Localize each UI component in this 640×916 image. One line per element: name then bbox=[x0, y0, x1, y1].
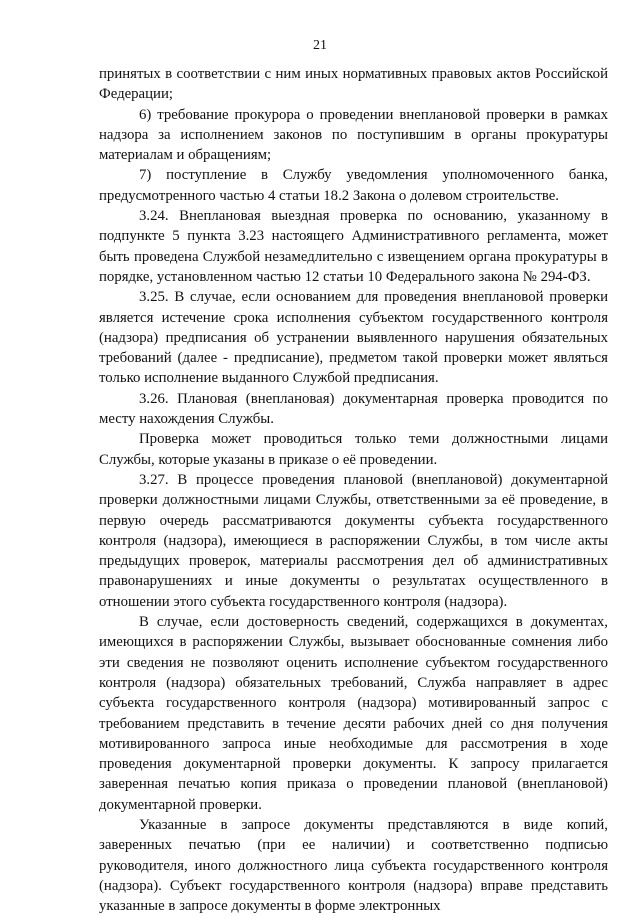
paragraph-3-26: 3.26. Плановая (внеплановая) документарная проверка проводится по месту нахождения Службы. bbox=[99, 390, 608, 428]
paragraph-3-25: 3.25. В случае, если основанием для проведения внеплановой проверки является истечение срока исполнения субъектом государственного контроля (надзора) предписания об устранении выявленного нарушения обязательных требований (далее - предписание), предметом такой проверки может являться только исполнение выданного Службой предписания. bbox=[99, 289, 608, 387]
paragraph-continuation: принятых в соответствии с ним иных нормативных правовых актов Российской Федерации; bbox=[99, 66, 608, 103]
paragraph-3-27-documents: Указанные в запросе документы представляются в виде копий, заверенных печатью (при ее наличии) и соответственно подписью руководителя, иного должностного лица субъекта государственного контроля (надзора). Субъект государственного контроля (надзора) вправе представить указанные в запросе документы в форме электронных bbox=[99, 816, 608, 915]
paragraph-3-27: 3.27. В процессе проведения плановой (внеплановой) документарной проверки должностными лицами Службы, ответственными за её проведение, в первую очередь рассматриваются документы субъекта государственного контроля (надзора), имеющиеся в распоряжении Службы, в том числе акты предыдущих проверок, материалы рассмотрения дел об административных правонарушениях и иные документы о результатах осуществленного в отношении этого субъекта государственного контроля (надзора). bbox=[99, 471, 608, 610]
document-body bbox=[99, 64, 608, 916]
paragraph-3-24: 3.24. Внеплановая выездная проверка по основанию, указанному в подпункте 5 пункта 3.23 настоящего Административного регламента, может быть проведена Службой незамедлительно с извещением органа прокуратуры в порядке, установленном частью 12 статьи 10 Федерального закона № 294-ФЗ. bbox=[99, 208, 608, 285]
paragraph-3-27-request: В случае, если достоверность сведений, содержащихся в документах, имеющихся в распоряжении Службы, вызывает обоснованные сомнения либо эти сведения не позволяют оценить исполнение субъектом государственного контроля (надзора) обязательных требований, Служба направляет в адрес субъекта государственного контроля (надзора) мотивированный запрос с требованием представить в течение десяти рабочих дней со дня получения мотивированного запроса иные необходимые для рассмотрения в ходе проведения документарной проверки документы. К запросу прилагается заверенная печатью копия приказа о проведении плановой (внеплановой) документарной проверки. bbox=[99, 614, 608, 813]
paragraph-item-7: 7) поступление в Службу уведомления уполномоченного банка, предусмотренного частью 4 статьи 18.2 Закона о долевом строительстве. bbox=[99, 167, 608, 204]
paragraph-3-26-inspection-officials: Проверка может проводиться только теми должностными лицами Службы, которые указаны в приказе о её проведении. bbox=[99, 431, 608, 468]
page-number: 21 bbox=[313, 38, 327, 53]
paragraph-item-6: 6) требование прокурора о проведении внеплановой проверки в рамках надзора за исполнением законов по поступившим в органы прокуратуры материалам и обращениям; bbox=[99, 106, 608, 164]
